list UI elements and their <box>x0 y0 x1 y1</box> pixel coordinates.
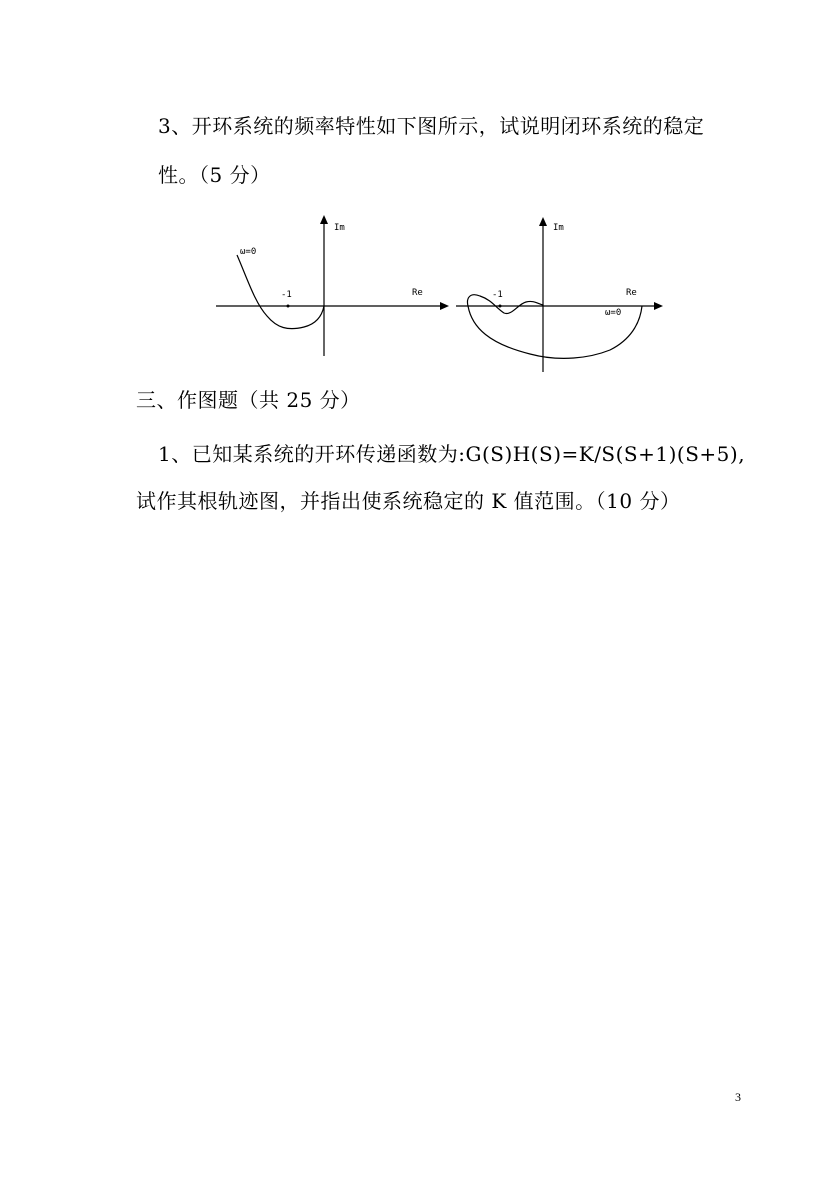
question-1-text-line-1: 1、已知某系统的开环传递函数为:G(S)H(S)=K/S(S+1)(S+5), <box>158 442 746 466</box>
section-3-heading: 三、作图题（共 25 分） <box>136 388 361 412</box>
left-im-axis-arrow <box>320 215 328 224</box>
left-im-label: Im <box>334 223 345 233</box>
right-re-axis-arrow <box>654 302 663 310</box>
right-im-label: Im <box>553 223 564 233</box>
question-3-text-line-2: 性。（5 分） <box>158 163 271 187</box>
right-minus-one-label: -1 <box>492 290 503 300</box>
left-minus-one-point <box>287 305 290 308</box>
left-re-axis-arrow <box>440 302 449 310</box>
nyquist-plots-svg <box>200 208 680 378</box>
question-3-text-line-1: 3、开环系统的频率特性如下图所示，试说明闭环系统的稳定 <box>158 114 705 138</box>
left-omega-label: ω=0 <box>240 247 257 257</box>
right-im-axis-arrow <box>539 217 547 226</box>
left-nyquist-plot <box>216 215 449 356</box>
right-re-label: Re <box>626 288 637 298</box>
right-omega-label: ω=0 <box>605 308 622 318</box>
right-minus-one-point <box>499 305 502 308</box>
right-nyquist-upper-curve <box>468 295 544 314</box>
question-1-text-line-2: 试作其根轨迹图，并指出使系统稳定的 K 值范围。（10 分） <box>136 489 681 513</box>
page-number: 3 <box>735 1090 741 1104</box>
right-nyquist-plot <box>456 217 663 372</box>
left-re-label: Re <box>412 288 423 298</box>
nyquist-figure <box>200 208 680 382</box>
left-minus-one-label: -1 <box>281 290 292 300</box>
